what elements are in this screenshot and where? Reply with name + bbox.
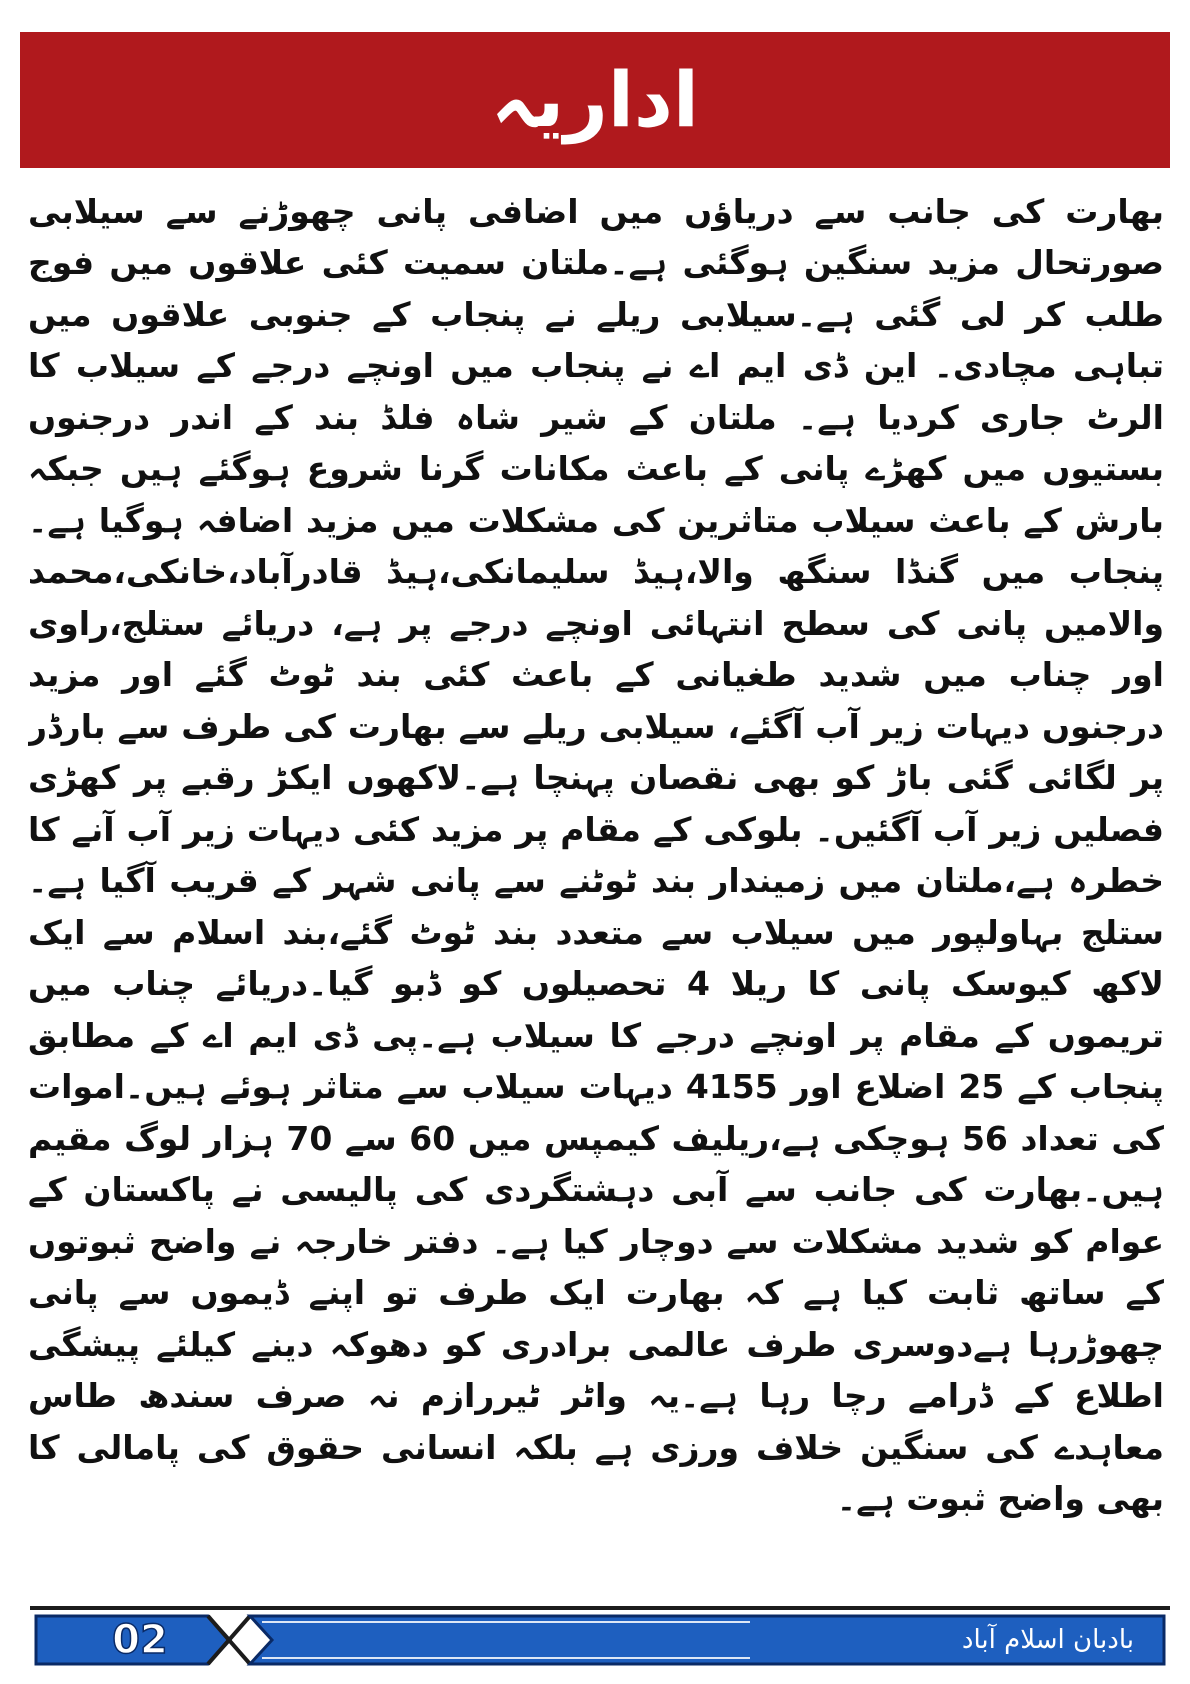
page-title: اداریہ: [491, 55, 699, 144]
footer-bar: [30, 1606, 1170, 1674]
footer-top-rule: [30, 1606, 1170, 1610]
page-number: 02: [112, 1617, 168, 1663]
header-banner: [20, 32, 1170, 168]
article-body: بھارت کی جانب سے دریاؤں میں اضافی پانی چھوڑنے سے سیلابی صورتحال مزید سنگین ہوگئی ہے۔ملتان سمیت کئی علاقوں میں فوج طلب کر لی گئی ہے۔سیلابی ریلے نے پنجاب کے جنوبی علاقوں میں تباہی مچادی۔ این ڈی ایم اے نے پنجاب میں اونچے درجے کے سیلاب کا الرٹ جاری کردیا ہے۔ ملتان کے شیر شاہ فلڈ بند کے اندر درجنوں بستیوں میں کھڑے پانی کے باعث مکانات گرنا شروع ہوگئے ہیں جبکہ بارش کے باعث سیلاب متاثرین کی مشکلات میں مزید اضافہ ہوگیا ہے۔پنجاب میں گنڈا سنگھ والا،ہیڈ سلیمانکی،ہیڈ قادرآباد،خانکی،محمد والامیں پانی کی سطح انتہائی اونچے درجے پر ہے، دریائے ستلج،راوی اور چناب میں شدید طغیانی کے باعث کئی بند ٹوٹ گئے اور مزید درجنوں دیہات زیر آب آگئے، سیلابی ریلے سے بھارت کی طرف سے بارڈر پر لگائی گئی باڑ کو بھی نقصان پہنچا ہے۔لاکھوں ایکڑ رقبے پر کھڑی فصلیں زیر آب آگئیں۔ بلوکی کے مقام پر مزید کئی دیہات زیر آب آنے کا خطرہ ہے،ملتان میں زمیندار بند ٹوٹنے سے پانی شہر کے قریب آگیا ہے۔ ستلج بہاولپور میں سیلاب سے متعدد بند ٹوٹ گئے،بند اسلام سے ایک لاکھ کیوسک پانی کا ریلا 4 تحصیلوں کو ڈبو گیا۔دریائے چناب میں تریموں کے مقام پر اونچے درجے کا سیلاب ہے۔پی ڈی ایم اے کے مطابق پنجاب کے 25 اضلاع اور 4155 دیہات سیلاب سے متاثر ہوئے ہیں۔اموات کی تعداد 56 ہوچکی ہے،ریلیف کیمپس میں 60 سے 70 ہزار لوگ مقیم ہیں۔بھارت کی جانب سے آبی دہشتگردی کی پالیسی نے پاکستان کے عوام کو شدید مشکلات سے دوچار کیا ہے۔ دفتر خارجہ نے واضح ثبوتوں کے ساتھ ثابت کیا ہے کہ بھارت ایک طرف تو اپنے ڈیموں سے پانی چھوڑرہا ہےدوسری طرف عالمی برادری کو دھوکہ دینے کیلئے پیشگی اطلاع کے ڈرامے رچا رہا ہے۔یہ واٹر ٹیررازم نہ صرف سندھ طاس معاہدے کی سنگین خلاف ورزی ہے بلکہ انسانی حقوق کی پامالی کا بھی واضح ثبوت ہے۔: [28, 192, 1164, 1519]
publication-name: بادبان اسلام آباد: [961, 1625, 1134, 1655]
